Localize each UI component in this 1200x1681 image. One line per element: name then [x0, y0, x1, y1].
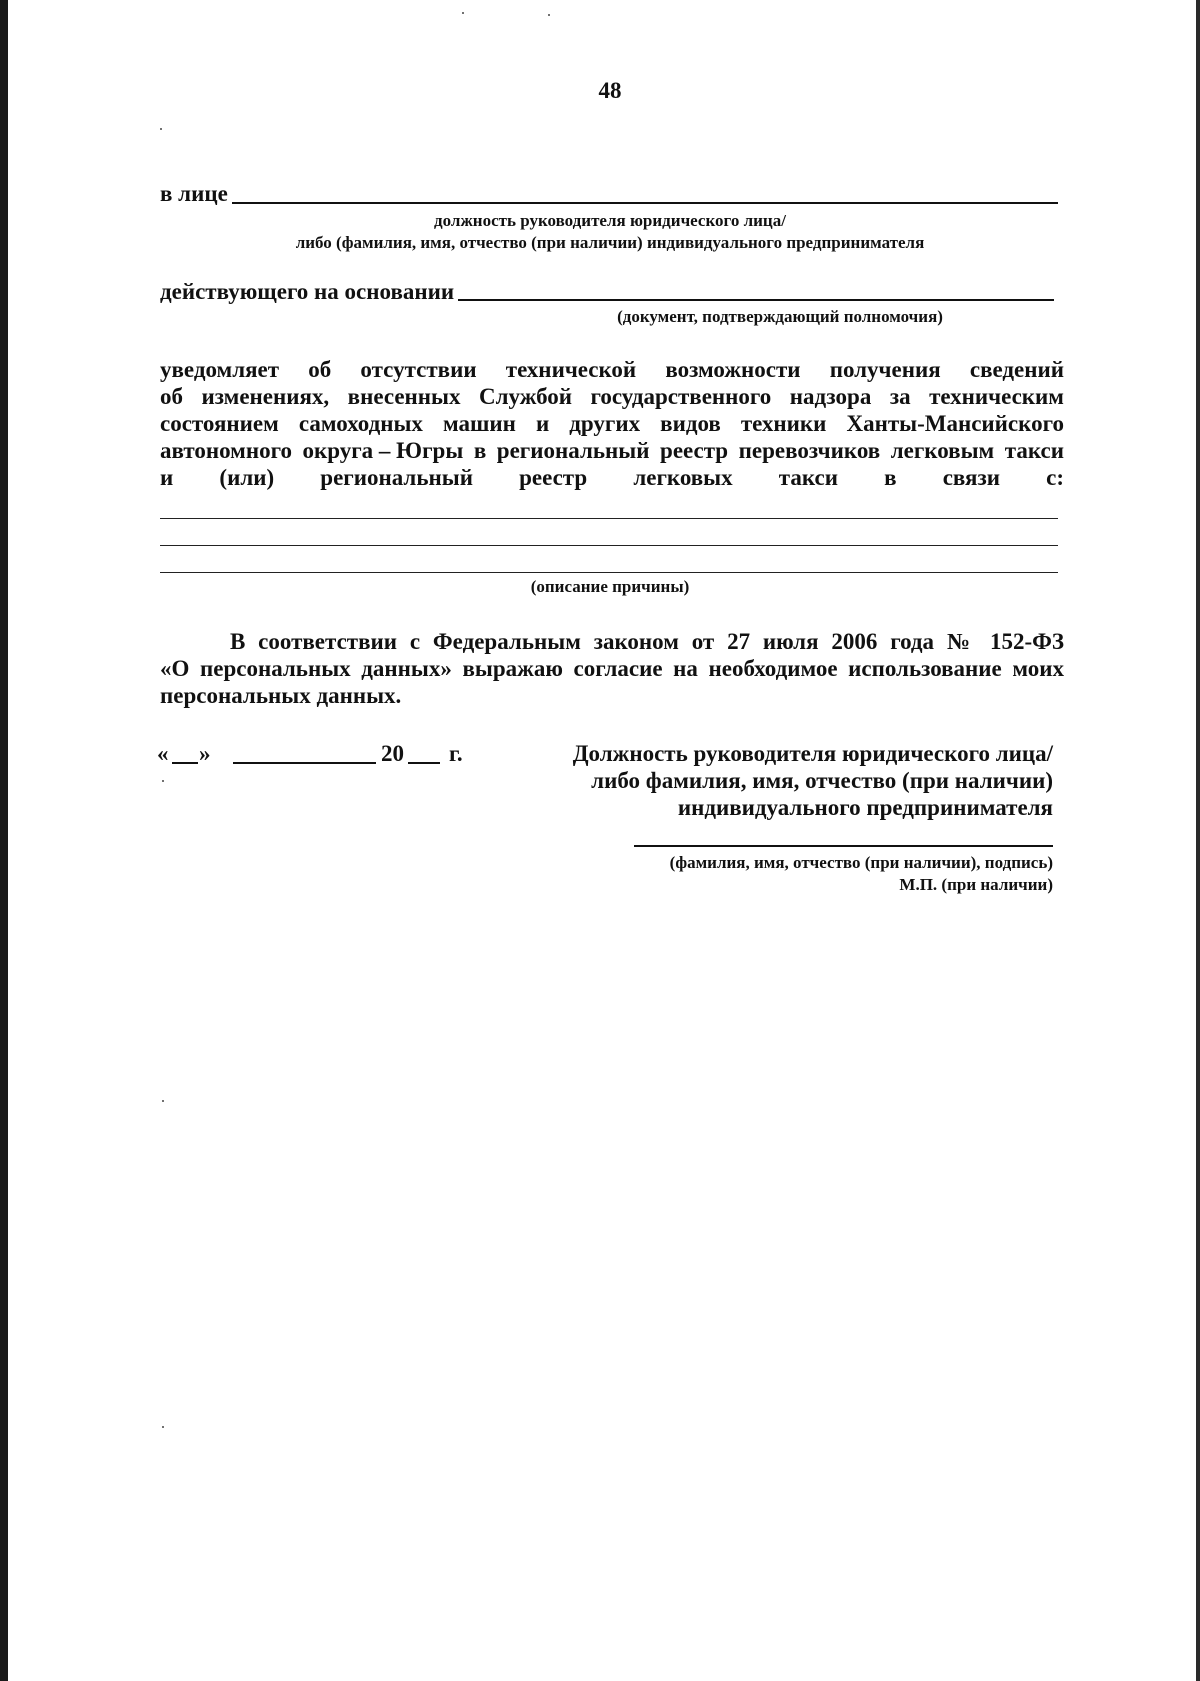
- consent-line-1: В соответствии с Федеральным законом от 27 июля 2006 года № 152-ФЗ: [230, 629, 1064, 654]
- word: об: [160, 384, 183, 409]
- word: возможности: [665, 357, 801, 382]
- date-year-field[interactable]: [408, 762, 440, 764]
- consent-line-3: персональных данных.: [160, 683, 402, 708]
- reason-caption: (описание причины): [530, 577, 690, 596]
- word: легковых: [633, 465, 733, 490]
- signature-position-line-1: Должность руководителя юридического лица/: [572, 741, 1053, 766]
- signature-position-line-2: либо фамилия, имя, отчество (при наличии): [591, 768, 1053, 793]
- word: уведомляет: [160, 357, 280, 382]
- signature-position-line-3: индивидуального предпринимателя: [677, 795, 1053, 820]
- word: и: [535, 411, 550, 436]
- signature-field[interactable]: [634, 845, 1053, 847]
- notice-line-1: [160, 356, 1064, 383]
- word: связи: [942, 465, 1000, 490]
- scan-speck: [162, 780, 164, 782]
- word: за: [889, 384, 911, 409]
- word: перевозчиков: [738, 438, 881, 463]
- word: изменениях,: [201, 384, 330, 409]
- word: региональный: [496, 438, 650, 463]
- word: отсутствии: [360, 357, 477, 382]
- word: видов: [660, 411, 721, 436]
- scan-speck: [548, 14, 550, 16]
- word: других: [569, 411, 641, 436]
- authority-document-field[interactable]: [458, 299, 1054, 301]
- date-open-quote: «: [157, 741, 169, 766]
- word: такси: [778, 465, 838, 490]
- word: состоянием: [160, 411, 279, 436]
- date-year-prefix: 20: [381, 741, 404, 766]
- word: Ханты-Мансийского: [846, 411, 1064, 436]
- notice-line-3: [160, 410, 1064, 437]
- word: получения: [829, 357, 941, 382]
- scan-speck: [160, 128, 162, 130]
- reason-field-line-1[interactable]: [160, 518, 1058, 519]
- word: надзора: [789, 384, 872, 409]
- date-close-quote: »: [199, 741, 211, 766]
- notice-line-4: [160, 437, 1064, 464]
- reason-field-line-3[interactable]: [160, 572, 1058, 573]
- date-month-field[interactable]: [233, 762, 376, 764]
- consent-paragraph: [160, 628, 1064, 709]
- word: такси: [1004, 438, 1064, 463]
- page-number: 48: [598, 78, 622, 103]
- notice-paragraph: [160, 356, 1064, 491]
- scan-speck: [462, 12, 464, 14]
- consent-line-2: «О персональных данных» выражаю согласие на необходимое использование моих: [160, 656, 1064, 681]
- deystvuyushchego-label: действующего на основании: [160, 279, 455, 304]
- word: внесенных: [347, 384, 461, 409]
- word: машин: [442, 411, 516, 436]
- v-litse-field[interactable]: [232, 202, 1058, 204]
- word: в: [884, 465, 897, 490]
- word: государственного: [590, 384, 772, 409]
- scan-speck: [162, 1100, 164, 1102]
- word: региональный: [320, 465, 473, 490]
- v-litse-label: в лице: [160, 181, 228, 206]
- word: в: [473, 438, 487, 463]
- word: (или): [219, 465, 275, 490]
- word: самоходных: [298, 411, 423, 436]
- reason-field-line-2[interactable]: [160, 545, 1058, 546]
- word: с:: [1046, 465, 1064, 490]
- word: округа – Югры: [302, 438, 464, 463]
- v-litse-caption-1: должность руководителя юридического лица/: [434, 211, 786, 230]
- word: и: [160, 465, 174, 490]
- word: техники: [740, 411, 827, 436]
- word: техническим: [929, 384, 1064, 409]
- word: реестр: [519, 465, 588, 490]
- notice-line-2: [160, 383, 1064, 410]
- word: легковым: [890, 438, 995, 463]
- signature-caption-2: М.П. (при наличии): [899, 875, 1053, 894]
- word: об: [308, 357, 332, 382]
- word: автономного: [160, 438, 292, 463]
- authority-document-caption: (документ, подтверждающий полномочия): [617, 307, 943, 326]
- notice-line-5: [160, 464, 1064, 491]
- signature-caption-1: (фамилия, имя, отчество (при наличии), подпись): [669, 853, 1053, 872]
- date-year-suffix: г.: [449, 741, 463, 766]
- word: сведений: [969, 357, 1064, 382]
- date-day-field[interactable]: [172, 762, 198, 764]
- word: технической: [505, 357, 637, 382]
- v-litse-caption-2: либо (фамилия, имя, отчество (при наличии) индивидуального предпринимателя: [295, 233, 925, 252]
- scan-speck: [162, 1426, 164, 1428]
- word: Службой: [478, 384, 573, 409]
- word: реестр: [660, 438, 729, 463]
